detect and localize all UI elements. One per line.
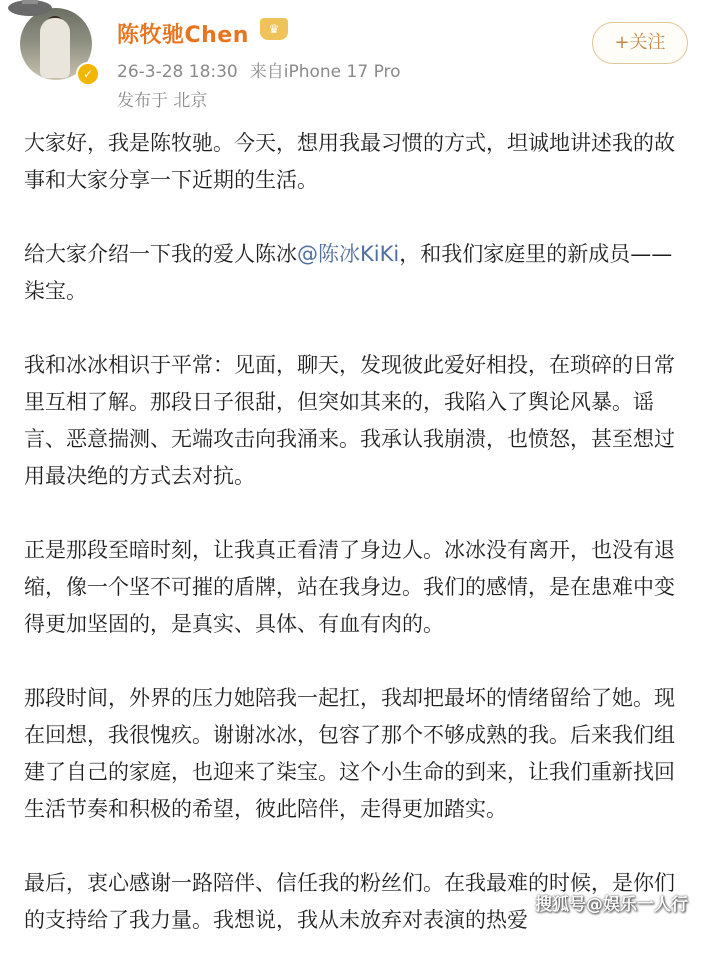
- paragraph-6: 最后，衷心感谢一路陪伴、信任我的粉丝们。在我最难的时候，是你们的支持给了我力量。我想说，我从未放弃对表演的热爱: [24, 871, 675, 932]
- post-timestamp: 26-3-28 18:30: [117, 62, 238, 82]
- paragraph-2-tail: ，和我们家庭里的新成员——柒宝。: [24, 242, 673, 303]
- paragraph-2-lead: 给大家介绍一下我的爱人陈冰: [24, 242, 297, 266]
- paragraph-4: 正是那段至暗时刻，让我真正看清了身边人。冰冰没有离开，也没有退缩，像一个坚不可摧的盾牌，站在我身边。我们的感情，是在患难中变得更加坚固的，是真实、具体、有血有肉的。: [24, 538, 675, 636]
- paragraph-1: 大家好，我是陈牧驰。今天，想用我最习惯的方式，坦诚地讲述我的故事和大家分享一下近期的生活。: [24, 131, 675, 192]
- post-header: [0, 0, 704, 120]
- verified-badge-icon: ✓: [76, 62, 100, 86]
- paragraph-3: 我和冰冰相识于平常：见面，聊天，发现彼此爱好相投，在琐碎的日常里互相了解。那段日子很甜，但突如其来的，我陷入了舆论风暴。谣言、恶意揣测、无端攻击向我涌来。我承认我崩溃，也愤怒，甚至想过用最决绝的方式去对抗。: [24, 353, 675, 488]
- paragraph-2: [24, 236, 684, 310]
- author-name[interactable]: 陈牧驰Chen: [117, 23, 249, 48]
- follow-button[interactable]: +关注: [592, 22, 688, 64]
- mention-link[interactable]: @陈冰KiKi: [297, 242, 400, 266]
- paragraph-5: 那段时间，外界的压力她陪我一起扛，我却把最坏的情绪留给了她。现在回想，我很愧疚。谢谢冰冰，包容了那个不够成熟的我。后来我们组建了自己的家庭，也迎来了柒宝。这个小生命的到来，让我们重新找回生活节奏和积极的希望，彼此陪伴，走得更加踏实。: [24, 686, 675, 821]
- avatar-figure-body: [40, 18, 70, 78]
- post-location: 发布于 北京: [117, 91, 208, 111]
- watermark: 搜狐号@娱乐一人行: [535, 895, 688, 915]
- post-meta: [117, 57, 401, 82]
- post-body: [24, 125, 684, 976]
- avatar[interactable]: [20, 8, 96, 84]
- vip-crown-icon: ♛: [260, 18, 288, 40]
- post-device: 来自iPhone 17 Pro: [249, 62, 401, 82]
- decoration-ufo-icon: [8, 0, 52, 16]
